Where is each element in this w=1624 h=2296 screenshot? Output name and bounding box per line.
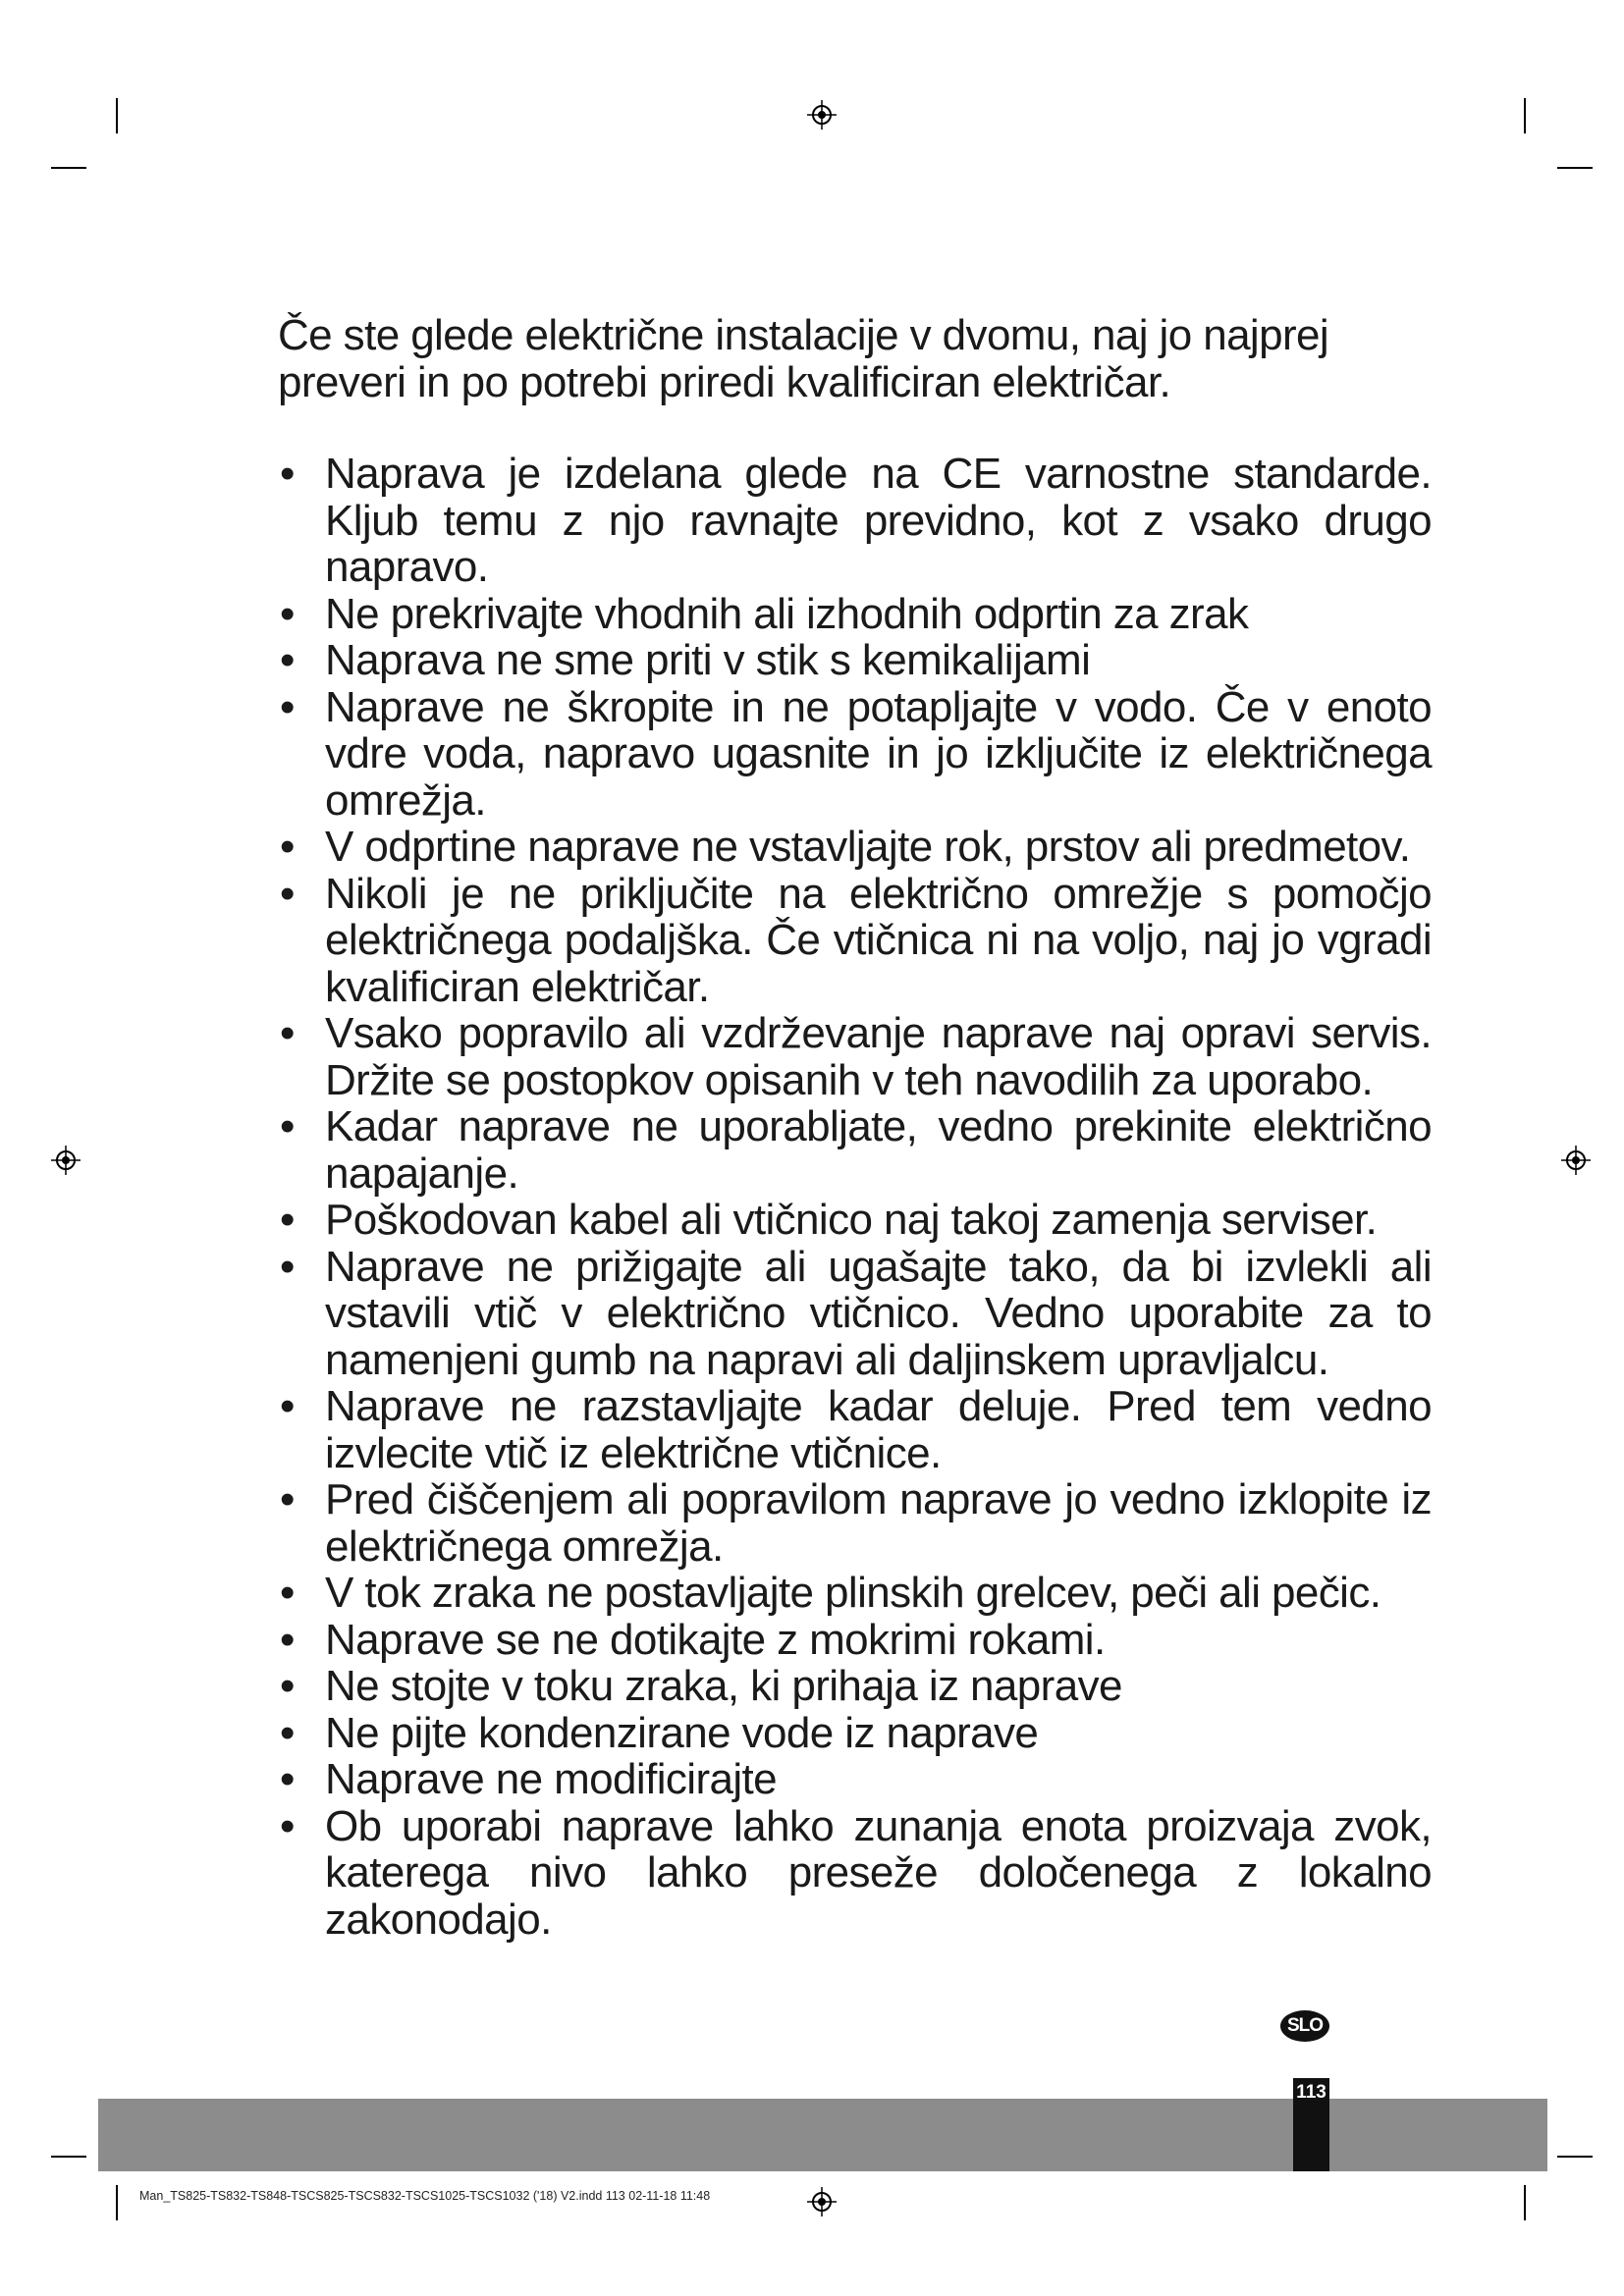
crop-mark (116, 2185, 118, 2220)
crop-mark (1524, 98, 1526, 133)
safety-rules-list (278, 451, 1432, 1943)
list-item: • Naprave ne prižigajte ali ugašajte tako, da bi izvlekli ali vstavili vtič v električno vtičnico. Vedno uporabite za to namenjeni gumb na napravi ali daljinskem upravljalcu. (278, 1244, 1432, 1384)
crop-mark (1557, 2156, 1593, 2158)
crop-mark (1524, 2185, 1526, 2220)
registration-mark-icon (51, 1146, 81, 1175)
registration-mark-icon (807, 100, 837, 130)
list-item: • Nikoli je ne priključite na električno omrežje s pomočjo električnega podaljška. Če vtičnica ni na voljo, naj jo vgradi kvalificiran električar. (278, 871, 1432, 1011)
list-item: • Naprava je izdelana glede na CE varnostne standarde. Kljub temu z njo ravnajte previdno, kot z vsako drugo napravo. (278, 451, 1432, 591)
list-item: • Naprave ne škropite in ne potapljajte v vodo. Če v enoto vdre voda, napravo ugasnite in jo izključite iz električnega omrežja. (278, 684, 1432, 825)
safety-content (278, 312, 1432, 1943)
list-item: • Vsako popravilo ali vzdrževanje naprave naj opravi servis. Držite se postopkov opisanih v teh navodilih za uporabo. (278, 1010, 1432, 1103)
list-item: • Naprave ne razstavljajte kadar deluje. Pred tem vedno izvlecite vtič iz električne vtičnice. (278, 1383, 1432, 1476)
footer-bar (98, 2099, 1547, 2171)
list-item: • Poškodovan kabel ali vtičnico naj takoj zamenja serviser. (278, 1197, 1432, 1244)
list-item: • Pred čiščenjem ali popravilom naprave jo vedno izklopite iz električnega omrežja. (278, 1476, 1432, 1570)
page-number: 113 (1293, 2078, 1329, 2171)
crop-mark (51, 2156, 86, 2158)
registration-mark-icon (1561, 1146, 1591, 1175)
list-item: • Naprave ne modificirajte (278, 1756, 1432, 1803)
list-item: • Ne prekrivajte vhodnih ali izhodnih odprtin za zrak (278, 591, 1432, 638)
list-item: • V tok zraka ne postavljajte plinskih grelcev, peči ali pečic. (278, 1570, 1432, 1617)
language-badge: SLO (1280, 2010, 1329, 2042)
list-item: • Ne stojte v toku zraka, ki prihaja iz naprave (278, 1663, 1432, 1710)
list-item: • Naprava ne sme priti v stik s kemikalijami (278, 637, 1432, 684)
list-item: • V odprtine naprave ne vstavljajte rok, prstov ali predmetov. (278, 824, 1432, 871)
print-slug: Man_TS825-TS832-TS848-TSCS825-TSCS832-TSCS1025-TSCS1032 ('18) V2.indd 113 02-11-18 11:48 (139, 2189, 711, 2203)
list-item: • Ne pijte kondenzirane vode iz naprave (278, 1710, 1432, 1757)
list-item: • Ob uporabi naprave lahko zunanja enota proizvaja zvok, katerega nivo lahko preseže določenega z lokalno zakonodajo. (278, 1803, 1432, 1944)
crop-mark (51, 167, 86, 169)
crop-mark (116, 98, 118, 133)
list-item: • Naprave se ne dotikajte z mokrimi rokami. (278, 1617, 1432, 1664)
registration-mark-icon (807, 2187, 837, 2216)
intro-paragraph: Če ste glede električne instalacije v dvomu, naj jo najprej preveri in po potrebi priredi kvalificiran električar. (278, 311, 1329, 406)
list-item: • Kadar naprave ne uporabljate, vedno prekinite električno napajanje. (278, 1103, 1432, 1197)
crop-mark (1557, 167, 1593, 169)
